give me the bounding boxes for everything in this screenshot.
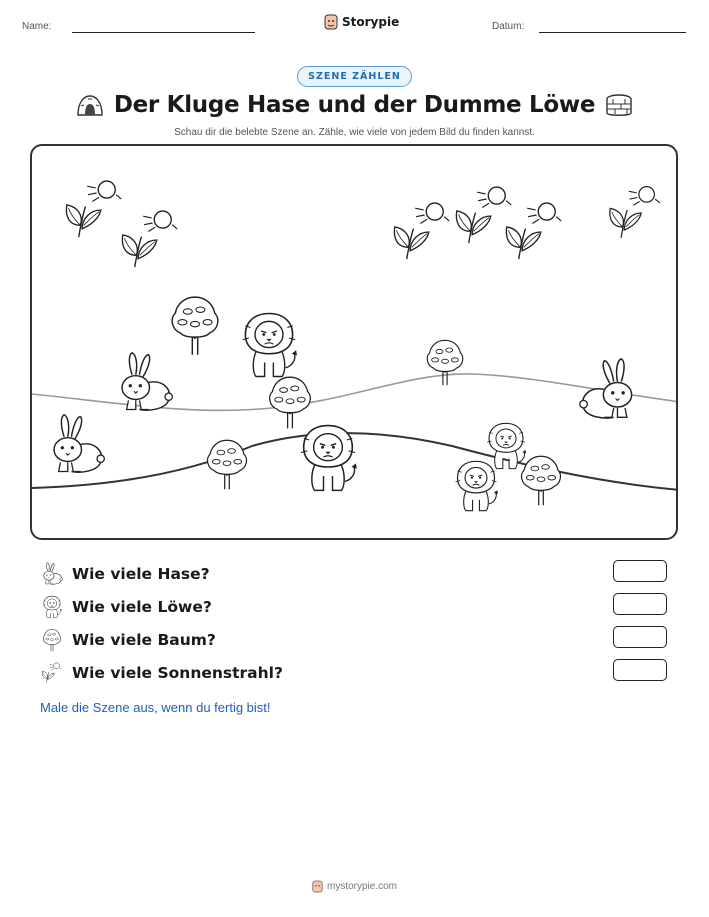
question-row-lion bbox=[40, 595, 212, 619]
rabbit-2 bbox=[54, 415, 104, 472]
instructions-text: Schau dir die belebte Szene an. Zähle, wie viele von jedem Bild du finden kannst. bbox=[174, 127, 535, 138]
sun-plant-3 bbox=[394, 203, 449, 259]
question-label: Wie viele Hase? bbox=[72, 565, 210, 583]
answer-box-tree[interactable] bbox=[613, 626, 667, 648]
coloring-note: Male die Szene aus, wenn du fertig bist! bbox=[40, 700, 271, 715]
lion-3 bbox=[487, 423, 526, 468]
tree-5 bbox=[522, 456, 561, 505]
date-label: Datum: bbox=[492, 21, 525, 32]
tree-3 bbox=[208, 440, 247, 489]
sun-plant-5 bbox=[506, 203, 561, 259]
question-row-tree bbox=[40, 628, 216, 652]
scene-count-badge: SZENE ZÄHLEN bbox=[297, 66, 412, 87]
name-label: Name: bbox=[22, 21, 52, 32]
name-line[interactable] bbox=[72, 32, 255, 33]
answer-box-lion[interactable] bbox=[613, 593, 667, 615]
rabbit-icon bbox=[40, 562, 64, 586]
question-row-sunray bbox=[40, 661, 283, 685]
storypie-mascot-icon bbox=[312, 880, 323, 893]
footer-url[interactable]: mystorypie.com bbox=[326, 881, 397, 892]
sun-plant-6 bbox=[610, 187, 660, 238]
tree-1 bbox=[172, 297, 218, 355]
question-label: Wie viele Baum? bbox=[72, 631, 216, 649]
sun-plant-2 bbox=[122, 211, 177, 267]
counting-scene bbox=[30, 144, 678, 540]
well-icon bbox=[605, 93, 633, 117]
answer-box-rabbit[interactable] bbox=[613, 560, 667, 582]
question-label: Wie viele Sonnenstrahl? bbox=[72, 664, 283, 682]
cave-icon bbox=[76, 94, 104, 116]
brand-name: Storypie bbox=[342, 15, 400, 29]
date-line[interactable] bbox=[539, 32, 686, 33]
question-label: Wie viele Löwe? bbox=[72, 598, 212, 616]
lion-4 bbox=[455, 461, 498, 510]
lion-icon bbox=[40, 595, 64, 619]
sunray-icon bbox=[40, 661, 64, 685]
lion-2 bbox=[301, 426, 357, 491]
storypie-mascot-icon bbox=[324, 14, 338, 30]
front-hill-line bbox=[32, 433, 678, 490]
answer-box-sunray[interactable] bbox=[613, 659, 667, 681]
rabbit-1 bbox=[122, 353, 172, 410]
tree-4 bbox=[427, 340, 463, 385]
lion-1 bbox=[243, 314, 297, 377]
tree-2 bbox=[270, 377, 311, 428]
page-title: Der Kluge Hase und der Dumme Löwe bbox=[113, 92, 596, 118]
sun-plant-4 bbox=[456, 187, 511, 243]
brand-logo bbox=[324, 14, 399, 30]
tree-icon bbox=[40, 628, 64, 652]
question-row-rabbit bbox=[40, 562, 210, 586]
sun-plant-1 bbox=[66, 181, 121, 237]
footer-brand bbox=[312, 880, 397, 893]
